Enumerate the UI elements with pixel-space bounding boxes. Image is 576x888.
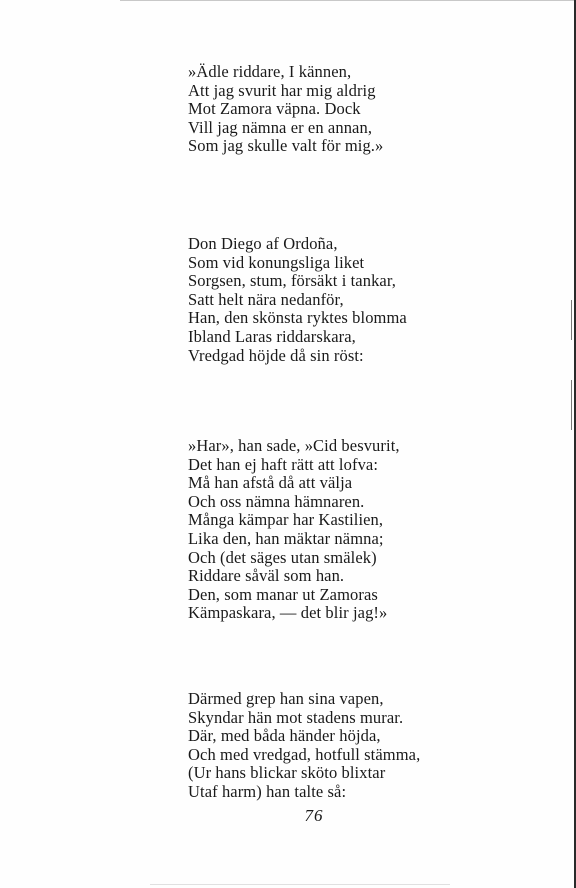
stanza-3 — [188, 437, 400, 623]
verse-line: Och (det säges utan smälek) — [188, 547, 377, 567]
verse-line: »Ädle riddare, I kännen, — [188, 62, 352, 81]
verse-line: Må han afstå då att välja — [188, 473, 353, 493]
verse-line: Ibland Laras riddarskara, — [188, 326, 356, 346]
verse-line: »Har», han sade, »Cid besvurit, — [188, 436, 400, 455]
verse-line: Den, som manar ut Zamoras — [188, 584, 378, 604]
verse-line: Därmed grep han sina vapen, — [188, 689, 384, 708]
stanza-2 — [188, 235, 407, 365]
verse-line: Don Diego af Ordoña, — [188, 234, 338, 253]
verse-line: Många kämpar har Kastilien, — [188, 510, 384, 530]
scan-mark — [571, 300, 572, 340]
verse-line: Vill jag nämna er en annan, — [188, 117, 373, 137]
verse-line: Riddare såväl som han. — [188, 566, 345, 586]
verse-line: Som vid konungsliga liket — [188, 252, 365, 272]
verse-line: Skyndar hän mot stadens murar. — [188, 707, 404, 727]
verse-line: Lika den, han mäktar nämna; — [188, 528, 384, 548]
scan-mark — [571, 380, 572, 430]
verse-line: Vredgad höjde då sin röst: — [188, 345, 364, 365]
verse-line: Sorgsen, stum, försäkt i tankar, — [188, 271, 396, 291]
verse-line: Och oss nämna hämnaren. — [188, 491, 365, 511]
verse-line: Mot Zamora väpna. Dock — [188, 99, 361, 119]
verse-line: Där, med båda händer höjda, — [188, 726, 381, 746]
scan-edge-top — [120, 0, 576, 1]
stanza-4 — [188, 690, 420, 802]
verse-line: Att jag svurit har mig aldrig — [188, 80, 376, 100]
verse-line: Som jag skulle valt för mig.» — [188, 136, 384, 156]
scan-edge-bottom — [150, 884, 450, 885]
verse-line: Och med vredgad, hotfull stämma, — [188, 744, 421, 764]
verse-line: Utaf harm) han talte så: — [188, 781, 347, 801]
verse-line: Satt helt nära nedanför, — [188, 289, 344, 309]
stanza-1 — [188, 63, 383, 156]
page-number: 76 — [304, 806, 324, 825]
verse-line: (Ur hans blickar sköto blixtar — [188, 763, 386, 783]
verse-line: Han, den skönsta ryktes blomma — [188, 308, 407, 328]
verse-line: Det han ej haft rätt att lofva: — [188, 454, 379, 474]
verse-line: Kämpaskara, — det blir jag!» — [188, 603, 388, 623]
